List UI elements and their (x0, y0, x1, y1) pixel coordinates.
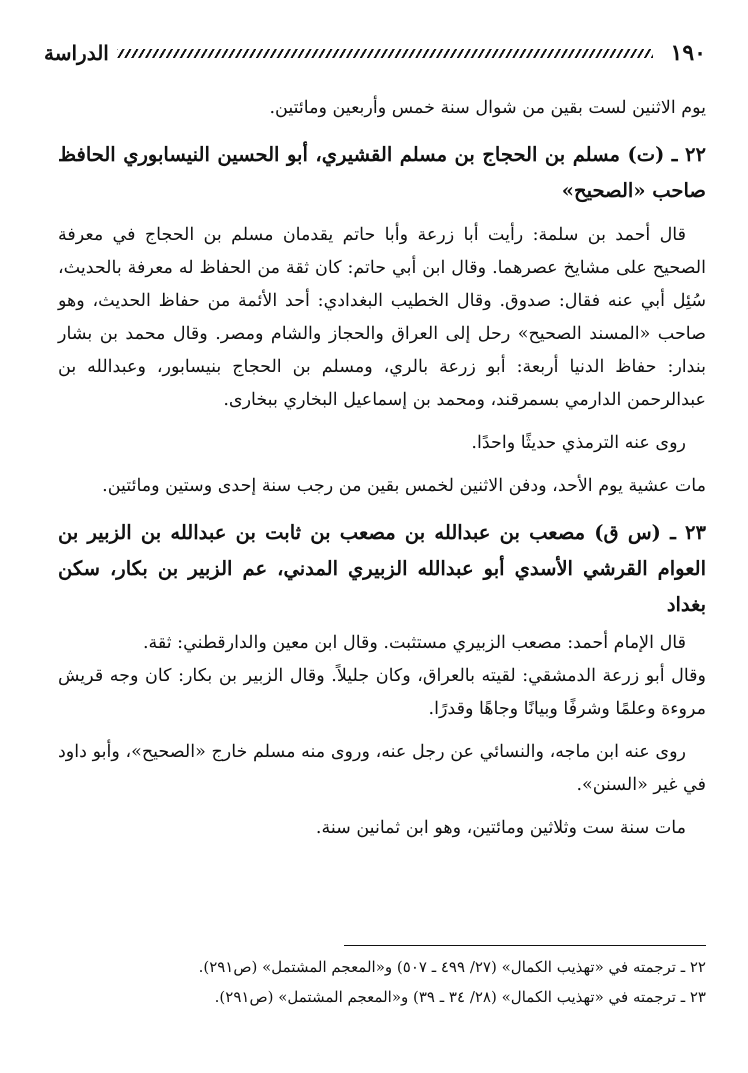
biography-heading: ٢٢ ـ (ت) مسلم بن الحجاج بن مسلم القشيري، أبو الحسين النيسابوري الحافظ صاحب «الصحيح» (58, 143, 706, 202)
running-title: الدراسة (44, 41, 109, 65)
footnote: ٢٣ ـ ترجمته في «تهذيب الكمال» (٢٨/ ٣٤ ـ ٣٩) و«المعجم المشتمل» (ص٢٩١). (214, 988, 706, 1006)
footnote-separator (344, 945, 706, 946)
header-hatched-rule (117, 49, 653, 58)
page-header (44, 36, 706, 70)
biography-heading: ٢٣ ـ (س ق) مصعب بن عبدالله بن مصعب بن ثابت بن عبدالله بن الزبير بن العوام القرشي الأسدي أبو عبدالله الزبيري المدني، عم الزبير بن بكار، سكن بغداد (58, 521, 706, 616)
paragraph: روى عنه الترمذي حديثًا واحدًا. (471, 433, 686, 453)
page-body (58, 92, 706, 845)
paragraph: يوم الاثنين لست بقين من شوال سنة خمس وأربعين ومائتين. (269, 98, 706, 118)
paragraph: مات سنة ست وثلاثين ومائتين، وهو ابن ثمانين سنة. (315, 818, 686, 838)
page-number: ١٩٠ (670, 40, 706, 66)
paragraph: وقال أبو زرعة الدمشقي: لقيته بالعراق، وكان جليلاً. وقال الزبير بن بكار: كان وجه قريش مروءة وعلمًا وشرفًا وبيانًا وجاهًا وقدرًا. (58, 666, 706, 719)
paragraph: قال الإمام أحمد: مصعب الزبيري مستثبت. وقال ابن معين والدارقطني: ثقة. (142, 633, 686, 653)
footnote: ٢٢ ـ ترجمته في «تهذيب الكمال» (٢٧/ ٤٩٩ ـ ٥٠٧) و«المعجم المشتمل» (ص٢٩١). (198, 958, 706, 976)
paragraph: قال أحمد بن سلمة: رأيت أبا زرعة وأبا حاتم يقدمان مسلم بن الحجاج في معرفة الصحيح على مشايخ عصرهما. وقال ابن أبي حاتم: كان ثقة من الحفاظ له معرفة بالحديث، سُئِل أبي عنه فقال: صدوق. وقال الخطيب البغدادي: أحد الأئمة من حفاظ الحديث، وهو صاحب «المسند الصحيح» رحل إلى العراق والحجاز والشام ومصر. وقال محمد بن بشار بندار: حفاظ الدنيا أربعة: أبو زرعة بالري، ومسلم بن الحجاج بنيسابور، وعبدالله بن عبدالرحمن الدارمي بسمرقند، ومحمد بن إسماعيل البخاري ببخارى. (58, 225, 706, 410)
paragraph: روى عنه ابن ماجه، والنسائي عن رجل عنه، وروى منه مسلم خارج «الصحيح»، وأبو داود في غير «السنن». (58, 742, 706, 795)
footnotes (56, 952, 706, 1012)
paragraph: مات عشية يوم الأحد، ودفن الاثنين لخمس بقين من رجب سنة إحدى وستين ومائتين. (102, 476, 706, 496)
